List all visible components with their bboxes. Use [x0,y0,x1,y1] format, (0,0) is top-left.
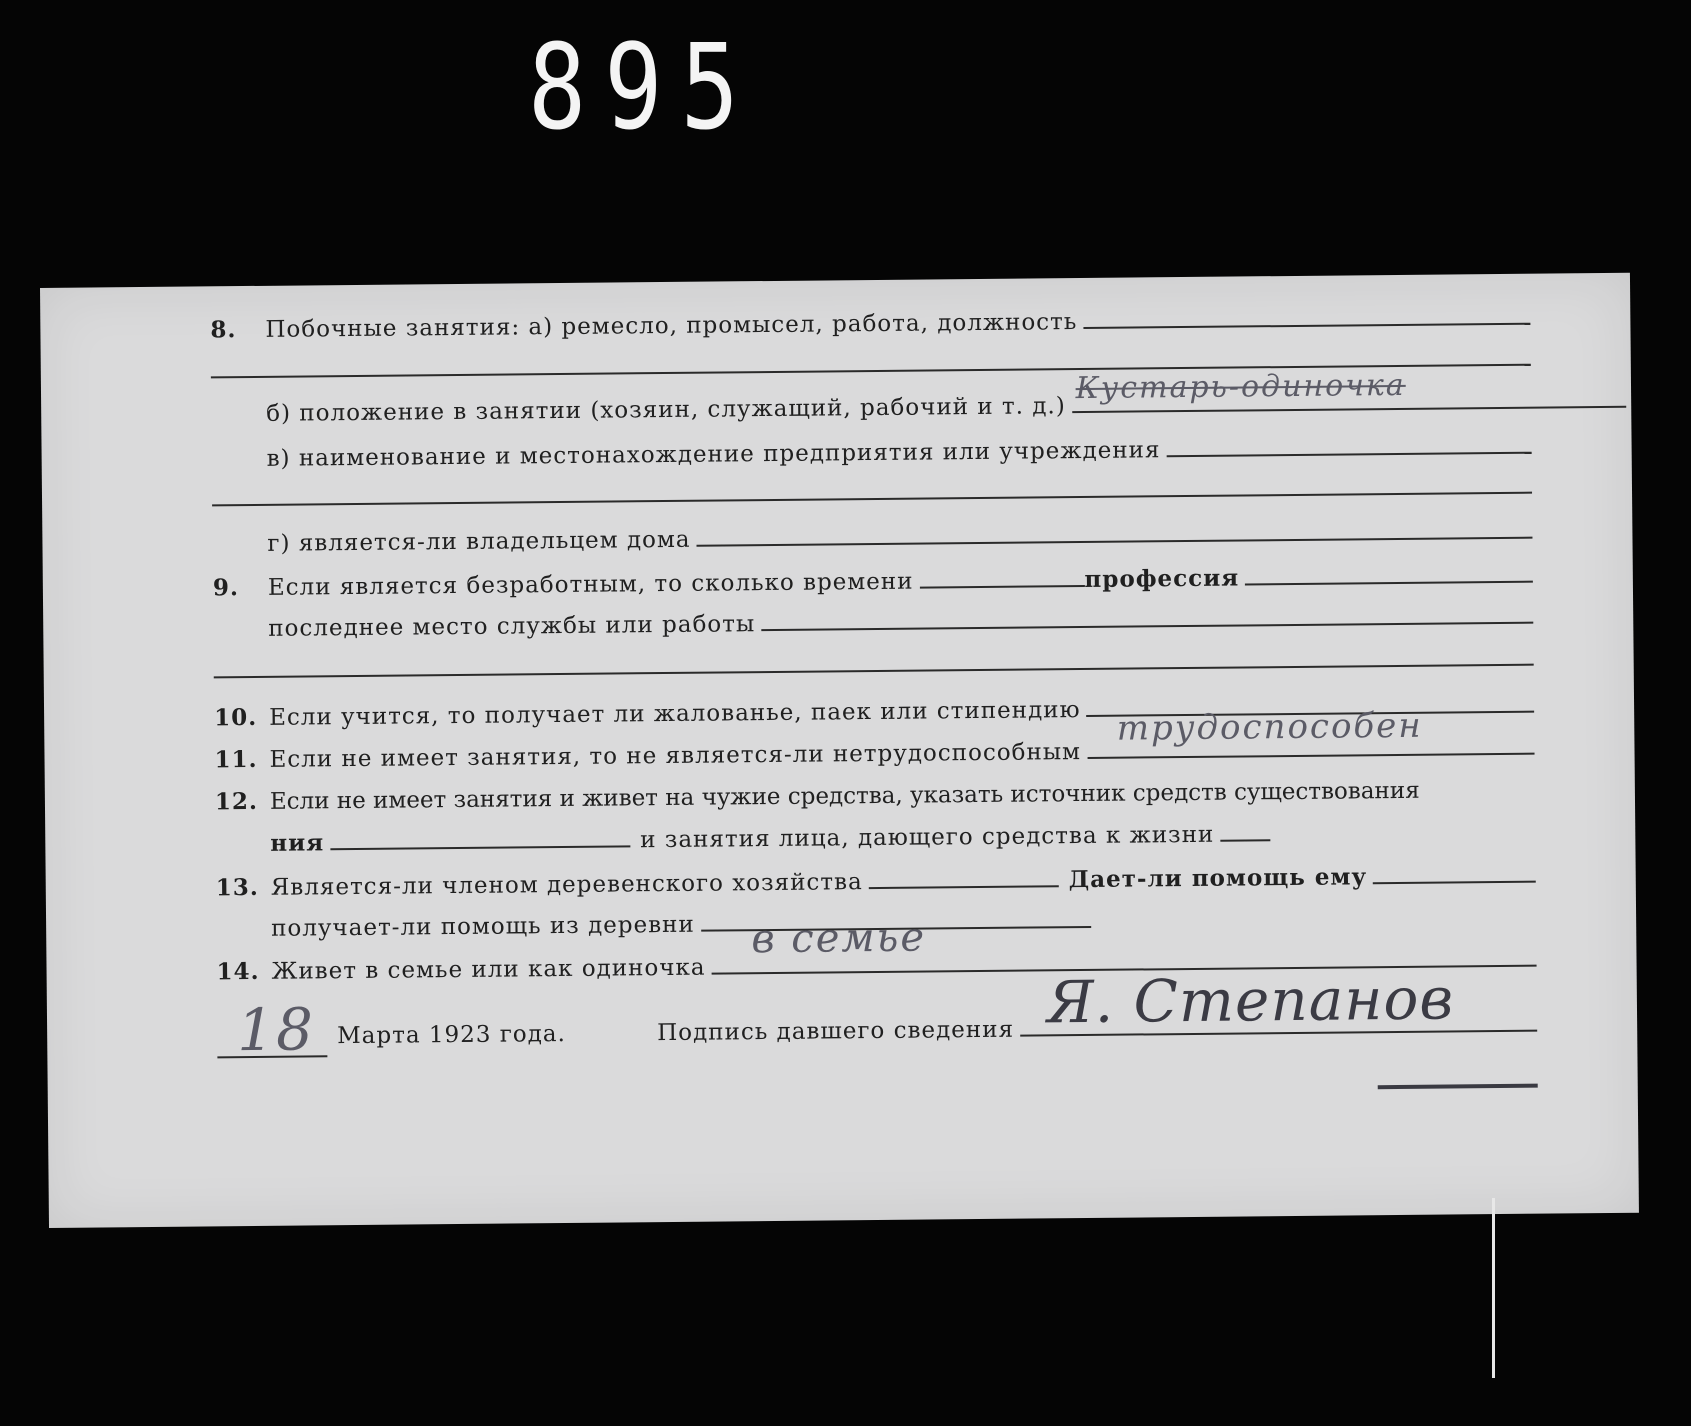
question-label: Если является безработным, то сколько времени [267,568,914,601]
question-12 [215,776,1535,816]
question-label: Если не имеет занятия, то не является-ли нетрудоспособным [269,739,1082,773]
handwritten-day: 18 [236,995,316,1065]
census-form-card [40,273,1639,1228]
question-9-last-place [268,604,1533,642]
answer-line[interactable] [330,841,630,850]
question-number: 8. [210,316,237,344]
question-label: Живет в семье или как одиночка [271,954,706,985]
question-number: 10. [214,703,258,732]
question-number: 11. [214,745,258,774]
answer-line[interactable] [1245,577,1533,586]
question-label: последнее место службы или работы [268,611,756,642]
handwritten-answer: трудоспособен [1116,705,1423,749]
profession-label: профессия [1084,564,1240,593]
question-label: Если не имеет занятия и живет на чужие средства, указать источник средств существования [269,777,1420,815]
handwritten-answer: в семье [751,914,927,963]
question-12-cont [270,820,1270,857]
question-label: получает-ли помощь из деревни [271,911,695,942]
answer-line[interactable] [1087,705,1535,759]
question-8a [210,304,1530,344]
help-label: Дает-ли помощь ему [1068,863,1368,894]
answer-line[interactable] [920,581,1085,589]
question-label: г) является-ли владельцем дома [267,526,691,557]
question-label: в) наименование и местонахождение предприятия или учреждения [266,437,1161,472]
question-label: ния [270,829,325,857]
question-label: Является-ли членом деревенского хозяйства [270,869,863,901]
answer-line[interactable] [212,492,1532,507]
question-number: 9. [212,574,240,602]
archive-edge-line [1492,1198,1495,1378]
date-label [337,1021,566,1049]
question-13-receives [271,908,1091,942]
date-text: Марта 1923 года. [337,1020,566,1050]
question-13 [216,862,1536,902]
answer-line[interactable] [697,533,1533,547]
signature-label: Подпись давшего сведения [657,1016,1015,1047]
answer-line[interactable] [761,618,1533,631]
question-number: 14. [216,957,260,986]
question-8b [266,367,1626,427]
question-label: и занятия лица, дающего средства к жизни [640,821,1215,854]
question-number: 12. [214,787,259,816]
answer-line[interactable] [214,664,1534,679]
answer-line[interactable] [1083,319,1530,329]
answer-line[interactable] [1373,877,1536,885]
question-number: 13. [215,873,259,902]
archive-number: 895 [528,18,757,156]
question-8d [267,519,1532,557]
question-8c [267,434,1532,472]
answer-line[interactable] [1072,367,1626,413]
question-9 [213,562,1533,602]
answer-line[interactable] [1220,835,1270,841]
question-label: Побочные занятия: а) ремесло, промысел, работа, должность [265,309,1078,343]
answer-line[interactable] [1166,448,1531,458]
question-label: Если учится, то получает ли жалованье, паек или стипендию [269,697,1081,731]
signature-flourish [1378,1084,1538,1090]
handwritten-signature: Я. Степанов [1046,964,1455,1037]
answer-line[interactable] [869,881,1059,889]
handwritten-answer: Кустарь-одиночка [1075,367,1406,407]
question-label: б) положение в занятии (хозяин, служащий, рабочий и т. д.) [266,393,1066,427]
